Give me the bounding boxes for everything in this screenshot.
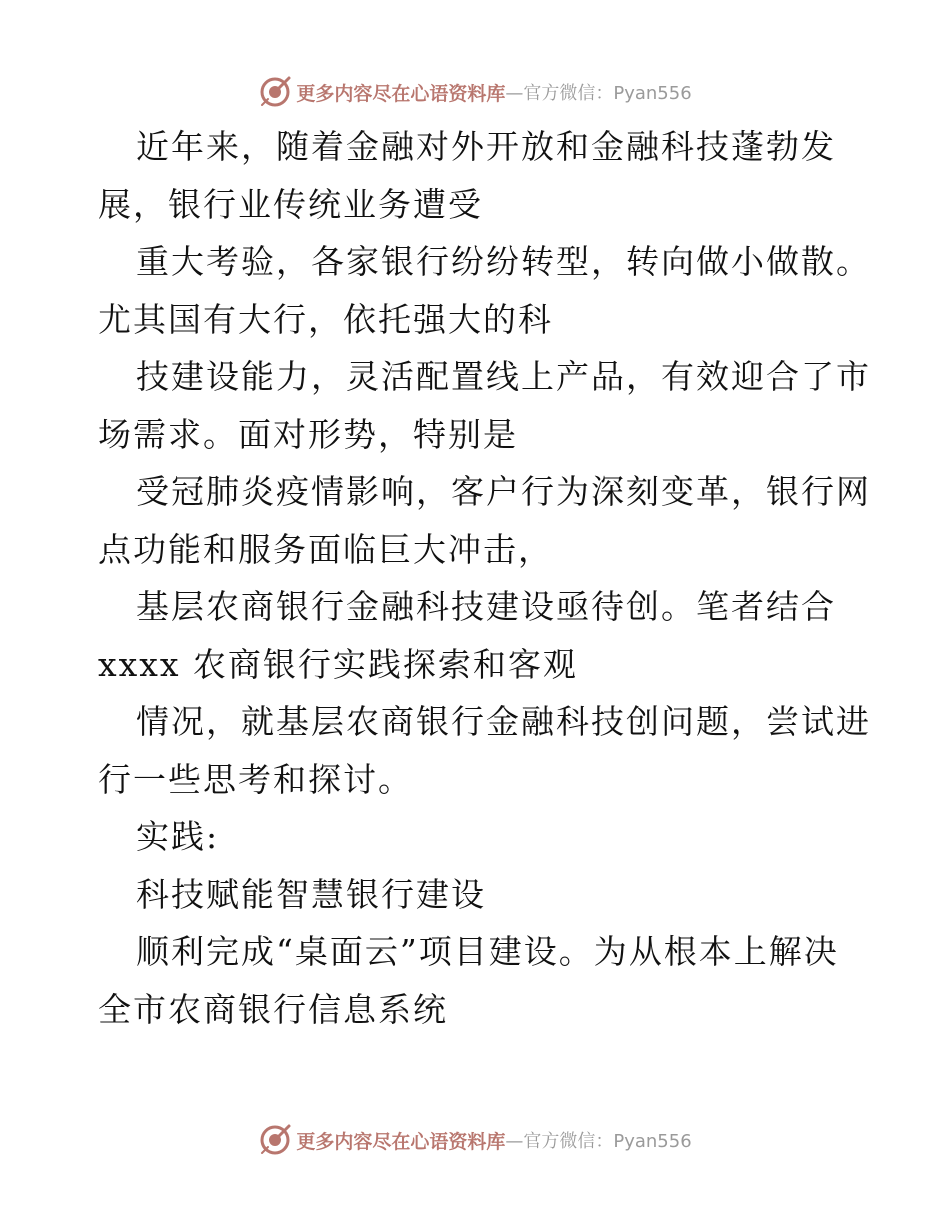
- pen-seal-icon: [258, 75, 292, 109]
- watermark-wechat-text: —官方微信：Pyan556: [505, 83, 692, 104]
- paragraph-line: 基层农商银行金融科技建设亟待创。笔者结合: [136, 587, 836, 626]
- watermark-library-text: 更多内容尽在心语资料库: [296, 82, 506, 105]
- footer-watermark: [0, 1120, 950, 1160]
- paragraph-line: 情况，就基层农商银行金融科技创问题，尝试进: [136, 702, 871, 741]
- paragraph-line: 重大考验，各家银行纷纷转型，转向做小做散。: [136, 242, 871, 281]
- pen-seal-icon: [258, 1123, 292, 1157]
- watermark-library-text: 更多内容尽在心语资料库: [296, 1130, 506, 1153]
- paragraph-line: 顺利完成“桌面云”项目建设。为从根本上解决: [136, 932, 839, 971]
- document-body: [98, 118, 871, 1038]
- section-label: 实践:: [136, 817, 220, 856]
- paragraph-line: 展，银行业传统业务遭受: [98, 184, 483, 224]
- paragraph-line: 尤其国有大行，依托强大的科: [98, 299, 553, 339]
- paragraph-line: 受冠肺炎疫情影响，客户行为深刻变革，银行网: [136, 472, 871, 511]
- watermark-wechat-text: —官方微信：Pyan556: [505, 1131, 692, 1152]
- paragraph-line: 全市农商银行信息系统: [98, 989, 448, 1029]
- paragraph-line: 近年来，随着金融对外开放和金融科技蓬勃发: [136, 127, 836, 166]
- paragraph-line: 场需求。面对形势，特别是: [98, 414, 518, 454]
- paragraph-line: 行一些思考和探讨。: [98, 759, 413, 799]
- header-watermark: [0, 72, 950, 112]
- paragraph-line: 技建设能力，灵活配置线上产品，有效迎合了市: [136, 357, 871, 396]
- paragraph-line: xxxx 农商银行实践探索和客观: [98, 644, 578, 684]
- paragraph-line: 点功能和服务面临巨大冲击，: [98, 529, 553, 569]
- section-heading: 科技赋能智慧银行建设: [136, 874, 486, 914]
